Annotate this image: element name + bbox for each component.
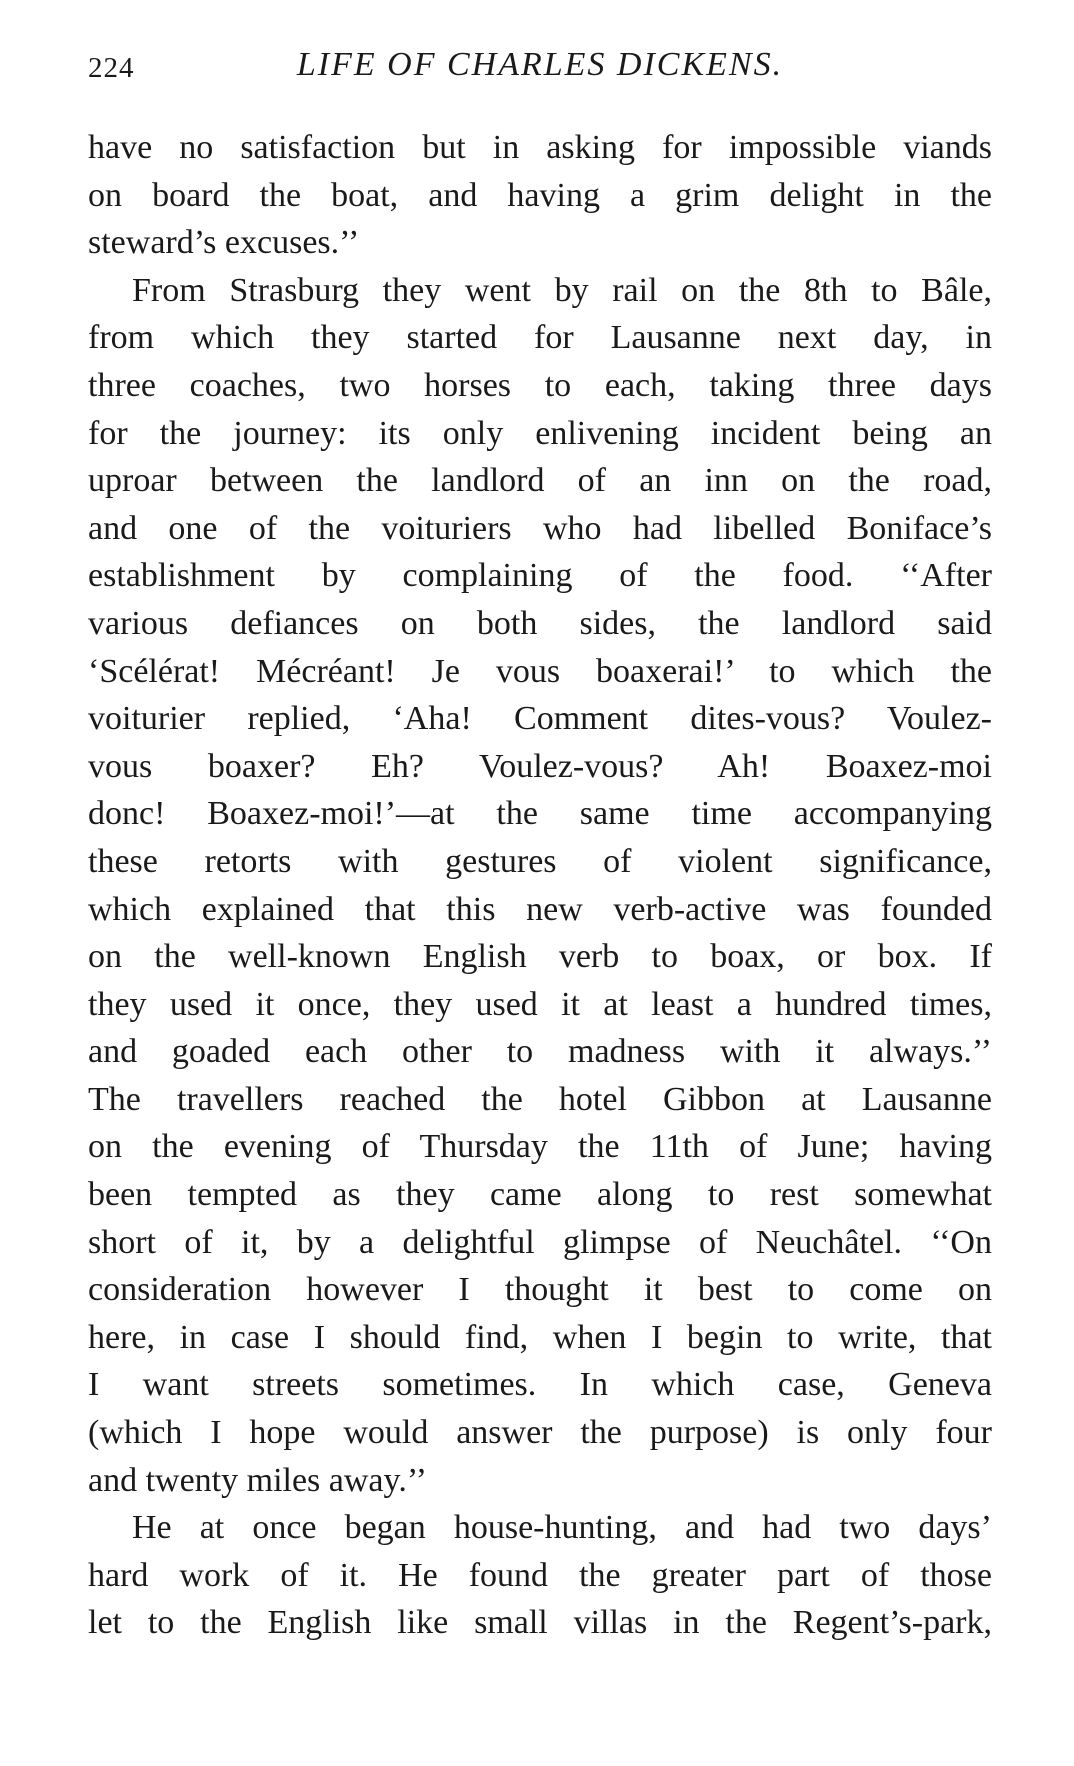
page-header xyxy=(88,46,992,96)
text-line: and goaded each other to madness with it always.’’ xyxy=(88,1033,992,1071)
running-title: LIFE OF CHARLES DICKENS. xyxy=(296,46,784,83)
text-line: donc! Boaxez-moi!’—at the same time accompanying xyxy=(88,795,992,833)
text-line: been tempted as they came along to rest somewhat xyxy=(88,1176,992,1214)
text-line: and one of the voituriers who had libelled Boniface’s xyxy=(88,509,992,547)
text-line: (which I hope would answer the purpose) is only four xyxy=(88,1414,992,1452)
text-line: from which they started for Lausanne next day, in xyxy=(88,319,992,357)
text-line: consideration however I thought it best to come on xyxy=(88,1271,992,1309)
text-line: steward’s excuses.’’ xyxy=(88,224,360,262)
text-line: have no satisfaction but in asking for impossible viands xyxy=(88,129,992,166)
text-line: they used it once, they used it at least a hundred times, xyxy=(88,985,992,1023)
text-line: various defiances on both sides, the landlord said xyxy=(88,604,992,642)
text-line: I want streets sometimes. In which case, Geneva xyxy=(88,1366,992,1404)
body-text xyxy=(88,124,992,1647)
page-number: 224 xyxy=(88,52,135,84)
text-line: hard work of it. He found the greater part of those xyxy=(88,1556,992,1594)
text-line: establishment by complaining of the food. ‘‘After xyxy=(88,557,992,595)
text-line: which explained that this new verb-active was founded xyxy=(88,890,992,928)
text-line: on the well-known English verb to boax, or box. If xyxy=(88,938,992,976)
text-line: vous boaxer? Eh? Voulez-vous? Ah! Boaxez-moi xyxy=(88,747,992,785)
text-line: these retorts with gestures of violent significance, xyxy=(88,842,992,880)
text-line: He at once began house-hunting, and had two days’ xyxy=(132,1509,992,1547)
text-line: The travellers reached the hotel Gibbon at Lausanne xyxy=(88,1080,992,1118)
text-line: on board the boat, and having a grim delight in the xyxy=(88,176,992,214)
text-line: here, in case I should find, when I begin to write, that xyxy=(88,1318,992,1356)
text-line: uproar between the landlord of an inn on the road, xyxy=(88,462,992,500)
text-line: ‘Scélérat! Mécréant! Je vous boaxerai!’ to which the xyxy=(88,652,992,690)
text-line: From Strasburg they went by rail on the 8th to Bâle, xyxy=(132,271,992,309)
text-line: three coaches, two horses to each, taking three days xyxy=(88,366,992,404)
text-line: and twenty miles away.’’ xyxy=(88,1461,427,1499)
text-line: short of it, by a delightful glimpse of Neuchâtel. ‘‘On xyxy=(88,1223,992,1261)
text-line: voiturier replied, ‘Aha! Comment dites-vous? Voulez- xyxy=(88,700,992,738)
text-line: for the journey: its only enlivening incident being an xyxy=(88,414,992,452)
text-line: on the evening of Thursday the 11th of June; having xyxy=(88,1128,992,1166)
text-line: let to the English like small villas in the Regent’s-park, xyxy=(88,1604,992,1642)
